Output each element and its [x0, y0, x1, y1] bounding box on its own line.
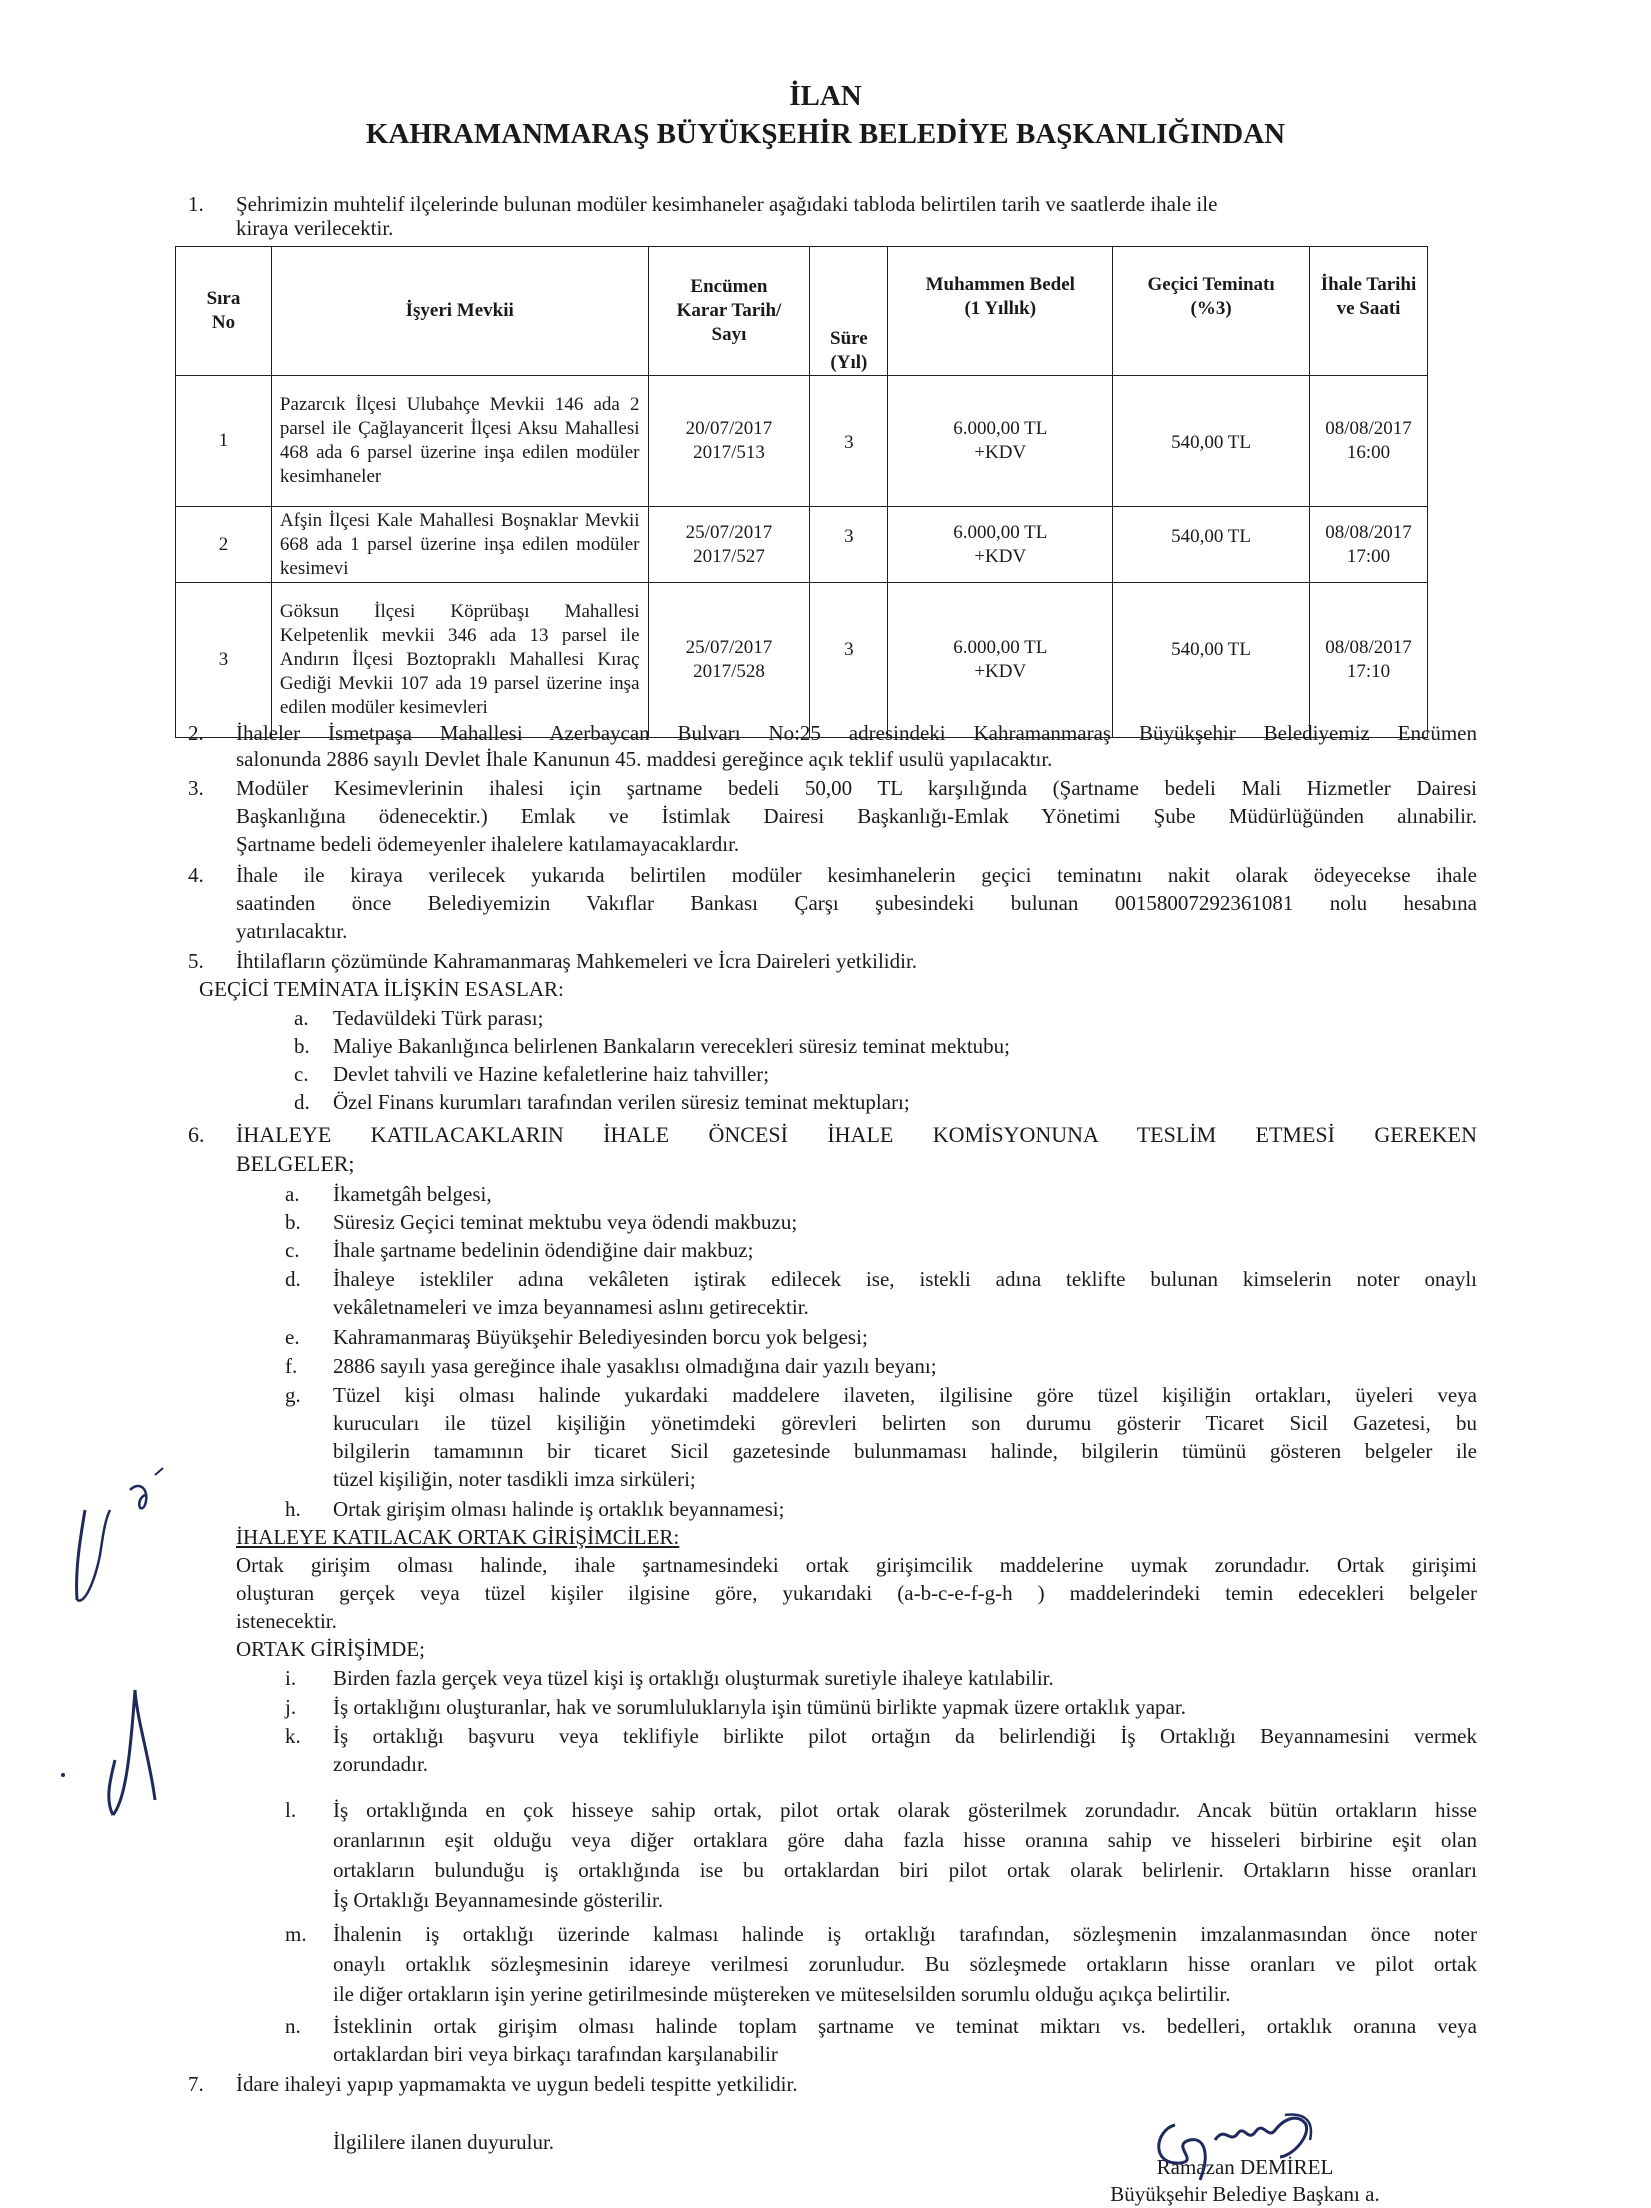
list-key: d. [285, 1267, 301, 1291]
list-item: Süresiz Geçici teminat mektubu veya ödendi makbuzu; [333, 1210, 798, 1234]
list-key: c. [294, 1062, 309, 1086]
cell-bedel: 6.000,00 TL +KDV [888, 376, 1113, 507]
list-key: d. [294, 1090, 310, 1114]
list-item: İkametgâh belgesi, [333, 1182, 492, 1206]
list-key: i. [285, 1666, 297, 1690]
list-item: Maliye Bakanlığınca belirlenen Bankaların verecekleri süresiz teminat mektubu; [333, 1034, 1010, 1058]
header-sira: Sıra No [176, 247, 272, 376]
list-key: g. [285, 1383, 301, 1407]
list-key: a. [285, 1182, 300, 1206]
item-3-line: Modüler Kesimevlerinin ihalesi için şartname bedeli 50,00 TL karşılığında (Şartname bedeli Mali Hizmetler Dairesi [236, 776, 1477, 800]
list-item: tüzel kişiliğin, noter tasdikli imza sirküleri; [333, 1467, 696, 1491]
list-item: zorundadır. [333, 1752, 429, 1776]
ortak-paragraph-line: Ortak girişim olması halinde, ihale şartnamesindeki ortak girişimcilik maddelerine uymak zorundadır. Ortak girişimi [236, 1553, 1477, 1577]
list-item: İhaleye istekliler adına vekâleten iştirak edilecek ise, istekli adına teklifte bulunan kimselerin noter onaylı [333, 1267, 1477, 1291]
list-item: İş ortaklığını oluşturanlar, hak ve sorumluluklarıyla işin tümünü birlikte yapmak üzere ortaklık yapar. [333, 1695, 1186, 1719]
list-key: h. [285, 1497, 301, 1521]
item-number: 4. [188, 863, 204, 887]
list-item: İş Ortaklığı Beyannamesinde gösterilir. [333, 1888, 664, 1912]
list-item: onaylı ortaklık sözleşmesinin idareye verilmesi zorunludur. Bu sözleşmede ortakların hisse oranları ve pilot ortak [333, 1952, 1477, 1976]
list-key: b. [285, 1210, 301, 1234]
cell-no: 3 [176, 583, 272, 738]
cell-mevki: Pazarcık İlçesi Ulubahçe Mevkii 146 ada 2 parsel ile Çağlayancerit İlçesi Aksu Mahallesi 468 ada 6 parsel üzerine inşa edilen modüler kesimhaneler [271, 376, 648, 507]
list-key: a. [294, 1006, 309, 1030]
item-3-line: Başkanlığına ödenecektir.) Emlak ve İstimlak Dairesi Başkanlığı-Emlak Yönetimi Şube Müdürlüğünden alınabilir. [236, 804, 1477, 828]
list-key: l. [285, 1798, 297, 1822]
list-key: k. [285, 1724, 301, 1748]
list-item: Birden fazla gerçek veya tüzel kişi iş ortaklığı oluşturmak suretiyle ihaleye katılabilir. [333, 1666, 1054, 1690]
cell-sure: 3 [810, 507, 888, 583]
list-key: e. [285, 1325, 300, 1349]
girisimde-heading: ORTAK GİRİŞİMDE; [236, 1637, 425, 1661]
item-4-line: saatinden önce Belediyemizin Vakıflar Bankası Çarşı şubesindeki bulunan 00158007292361081 nolu hesabına [236, 891, 1477, 915]
list-key: n. [285, 2014, 301, 2038]
cell-bedel: 6.000,00 TL +KDV [888, 583, 1113, 738]
cell-no: 1 [176, 376, 272, 507]
signer-title: Büyükşehir Belediye Başkanı a. [1110, 2182, 1380, 2206]
item-1-line: Şehrimizin muhtelif ilçelerinde bulunan modüler kesimhaneler aşağıdaki tabloda belirtilen tarih ve saatlerde ihale ile [236, 192, 1218, 216]
margin-initials [55, 1460, 175, 1820]
ortak-heading: İHALEYE KATILACAK ORTAK GİRİŞİMCİLER: [236, 1525, 680, 1549]
header-mevki: İşyeri Mevkii [271, 247, 648, 376]
item-2-line: salonunda 2886 sayılı Devlet İhale Kanunun 45. maddesi gereğince açık teklif usulü yapılacaktır. [236, 747, 1053, 771]
ortak-paragraph-line: oluşturan gerçek veya tüzel kişiler ilgisine göre, yukarıdaki (a-b-c-e-f-g-h ) maddelerindeki temin edecekleri belgeler [236, 1581, 1477, 1605]
cell-no: 2 [176, 507, 272, 583]
cell-mevki: Afşin İlçesi Kale Mahallesi Boşnaklar Mevkii 668 ada 1 parsel üzerine inşa edilen modüler kesimevi [271, 507, 648, 583]
list-item: İş ortaklığı başvuru veya teklifiyle birlikte pilot ortağın da belirlendiği İş Ortaklığı Beyannamesini vermek [333, 1724, 1477, 1748]
cell-sure: 3 [810, 376, 888, 507]
item-number: 6. [188, 1122, 205, 1147]
cell-ihale-tarihi: 08/08/2017 17:10 [1309, 583, 1427, 738]
header-bedel: Muhammen Bedel (1 Yıllık) [888, 247, 1113, 376]
cell-sure: 3 [810, 583, 888, 738]
list-item: Kahramanmaraş Büyükşehir Belediyesinden borcu yok belgesi; [333, 1325, 868, 1349]
cell-bedel: 6.000,00 TL +KDV [888, 507, 1113, 583]
item-4-line: İhale ile kiraya verilecek yukarıda belirtilen modüler kesimhanelerin geçici teminatını nakit olarak ödeyecekse ihale [236, 863, 1477, 887]
list-item: Özel Finans kurumları tarafından verilen süresiz teminat mektupları; [333, 1090, 910, 1114]
header-teminat: Geçici Teminatı (%3) [1113, 247, 1310, 376]
item-2-line: İhaleler İsmetpaşa Mahallesi Azerbaycan Bulvarı No:25 adresindeki Kahramanmaraş Büyükşehir Belediyemiz Encümen [236, 721, 1477, 745]
item-5-text: İhtilafların çözümünde Kahramanmaraş Mahkemeleri ve İcra Daireleri yetkilidir. [236, 949, 918, 973]
cell-encumen: 25/07/2017 2017/528 [648, 583, 810, 738]
auction-table [175, 246, 1428, 738]
list-item: bilgilerin tamamının bir ticaret Sicil gazetesinde bulunmaması halinde, bilgilerin tümünü gösteren belgeler ile [333, 1439, 1477, 1463]
cell-encumen: 25/07/2017 2017/527 [648, 507, 810, 583]
item-1-line: kiraya verilecektir. [236, 216, 394, 240]
list-key: j. [285, 1695, 297, 1719]
item-number: 2. [188, 721, 204, 745]
list-item: Tüzel kişi olması halinde yukardaki maddelere ilaveten, ilgilisine göre tüzel kişiliğin ortakları, üyeleri veya [333, 1383, 1477, 1407]
cell-ihale-tarihi: 08/08/2017 16:00 [1309, 376, 1427, 507]
table-row [176, 583, 1428, 738]
header-tarih: İhale Tarihi ve Saati [1309, 247, 1427, 376]
table-row [176, 376, 1428, 507]
list-item: İhalenin iş ortaklığı üzerinde kalması halinde iş ortaklığı tarafından, sözleşmenin imzalanmasından önce noter [333, 1922, 1477, 1946]
list-item: ortaklardan biri veya birkaçı tarafından karşılanabilir [333, 2042, 778, 2066]
cell-teminat: 540,00 TL [1113, 583, 1310, 738]
list-item: İsteklinin ortak girişim olması halinde toplam şartname ve teminat miktarı vs. bedelleri, ortaklık oranına veya [333, 2014, 1477, 2038]
document-title: İLAN [789, 80, 862, 112]
list-item: vekâletnameleri ve imza beyannamesi aslını getirecektir. [333, 1295, 809, 1319]
list-key: f. [285, 1354, 298, 1378]
list-item: ile diğer ortakların işin yerine getirilmesinde müştereken ve müteselsilden sorumlu olduğu açıkça belirtilir. [333, 1982, 1231, 2006]
cell-teminat: 540,00 TL [1113, 507, 1310, 583]
signer-name: Ramazan DEMİREL [1156, 2155, 1334, 2179]
item-6-line: İHALEYE KATILACAKLARIN İHALE ÖNCESİ İHALE KOMİSYONUNA TESLİM ETMESİ GEREKEN [236, 1122, 1477, 1147]
teminat-heading: GEÇİCİ TEMİNATA İLİŞKİN ESASLAR: [199, 977, 564, 1001]
item-4-line: yatırılacaktır. [236, 919, 348, 943]
list-item: oranlarının eşit olduğu veya diğer ortaklara göre daha fazla hisse oranına sahip ve hisseleri birbirine eşit olan [333, 1828, 1477, 1852]
list-key: c. [285, 1238, 300, 1262]
item-7-text: İdare ihaleyi yapıp yapmamakta ve uygun bedeli tespitte yetkilidir. [236, 2072, 798, 2096]
list-item: İş ortaklığında en çok hisseye sahip ortak, pilot ortak olarak gösterilmek zorundadır. Ancak bütün ortakların hisse [333, 1798, 1477, 1822]
cell-teminat: 540,00 TL [1113, 376, 1310, 507]
document-subtitle: KAHRAMANMARAŞ BÜYÜKŞEHİR BELEDİYE BAŞKANLIĞINDAN [365, 118, 1286, 150]
header-encumen: Encümen Karar Tarih/ Sayı [648, 247, 810, 376]
list-key: m. [285, 1922, 307, 1946]
ortak-paragraph-line: istenecektir. [236, 1609, 337, 1633]
item-number: 3. [188, 776, 204, 800]
list-item: İhale şartname bedelinin ödendiğine dair makbuz; [333, 1238, 754, 1262]
list-item: ortakların bulunduğu iş ortaklığında ise bu ortaklardan biri pilot ortak olarak belirlenir. Ortakların hisse oranları [333, 1858, 1477, 1882]
item-3-line: Şartname bedeli ödemeyenler ihalelere katılamayacaklardır. [236, 832, 740, 856]
item-number: 5. [188, 949, 204, 973]
list-item: Ortak girişim olması halinde iş ortaklık beyannamesi; [333, 1497, 785, 1521]
table-header-row [176, 247, 1428, 376]
item-number: 7. [188, 2072, 204, 2096]
list-item: Tedavüldeki Türk parası; [333, 1006, 544, 1030]
item-number: 1. [188, 192, 204, 216]
list-key: b. [294, 1034, 310, 1058]
header-sure: Süre (Yıl) [810, 247, 888, 376]
cell-mevki: Göksun İlçesi Köprübaşı Mahallesi Kelpetenlik mevkii 346 ada 13 parsel ile Andırın İlçesi Boztopraklı Mahallesi Kıraç Gediği Mevkii 107 ada 19 parsel üzerine inşa edilen modüler kesimevleri [271, 583, 648, 738]
list-item: Devlet tahvili ve Hazine kefaletlerine haiz tahviller; [333, 1062, 770, 1086]
cell-encumen: 20/07/2017 2017/513 [648, 376, 810, 507]
cell-ihale-tarihi: 08/08/2017 17:00 [1309, 507, 1427, 583]
handwritten-signature [1130, 2085, 1340, 2195]
list-item: kurucuları ile tüzel kişiliğin yönetimdeki görevleri belirten son durumu gösterir Ticaret Sicil Gazetesi, bu [333, 1411, 1477, 1435]
closing-text: İlgililere ilanen duyurulur. [333, 2130, 555, 2154]
item-6-line: BELGELER; [236, 1151, 355, 1176]
table-row [176, 507, 1428, 583]
list-item: 2886 sayılı yasa gereğince ihale yasaklısı olmadığına dair yazılı beyanı; [333, 1354, 937, 1378]
